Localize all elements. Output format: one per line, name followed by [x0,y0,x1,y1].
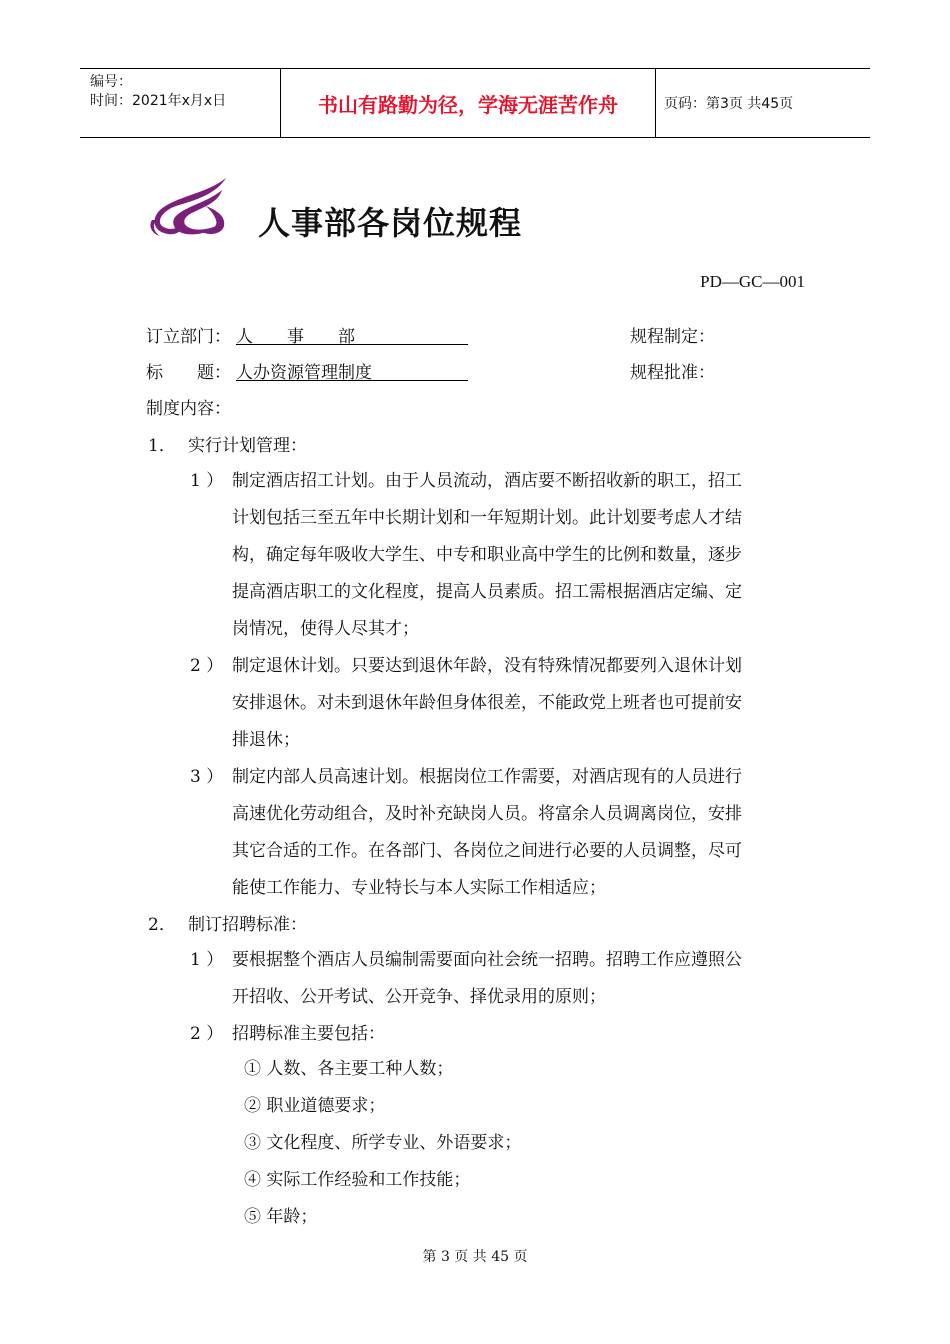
time-label: 时间：2021年x月x日 [90,93,227,109]
s1-item3-number: 3 ） [190,767,224,787]
s1-item3-line: 其它合适的工作。在各部门、各岗位之间进行必要的人员调整，尽可 [232,841,742,861]
s1-item1-line: 计划包括三至五年中长期计划和一年短期计划。此计划要考虑人才结 [232,508,742,528]
page-footer: 第 3 页 共 45 页 [422,1249,528,1265]
s1-item1-line: 提高酒店职工的文化程度，提高人员素质。招工需根据酒店定编、定 [232,582,742,602]
s2-item1-line: 要根据整个酒店人员编制需要面向社会统一招聘。招聘工作应遵照公 [232,950,742,970]
number-label: 编号： [90,74,132,90]
s2-item1-line: 开招收、公开考试、公开竞争、择优录用的原则； [232,987,606,1007]
made-label: 规程制定： [630,327,715,347]
section-2-title: 制订招聘标准： [188,915,307,935]
page-header [80,68,870,138]
s1-item2-number: 2 ） [190,656,224,676]
s2-item2-title: 招聘标准主要包括： [232,1024,385,1044]
s2-item1-number: 1 ） [190,950,224,970]
s1-item2-line: 排退休； [232,730,300,750]
s1-item3-line: 高速优化劳动组合，及时补充缺岗人员。将富余人员调离岗位，安排 [232,804,742,824]
s2-subitem: ② 职业道德要求； [244,1096,386,1116]
subject-value: 人办资源管理制度 [236,363,372,383]
s2-subitem: ① 人数、各主要工种人数； [244,1059,454,1079]
s1-item1-line: 制定酒店招工计划。由于人员流动，酒店要不断招收新的职工，招工 [232,471,742,491]
dept-underline [236,322,468,345]
document-code: PD—GC—001 [700,272,805,291]
subject-underline [236,358,468,381]
s2-subitem: ④ 实际工作经验和工作技能； [244,1170,471,1190]
subject-label: 标 题： [146,363,231,383]
section-2-number: 2． [148,915,176,935]
dept-value: 人 事 部 [236,327,355,347]
approved-label: 规程批准： [630,363,715,383]
purple-swirl-logo-icon [146,176,230,238]
section-1-number: 1． [148,436,176,456]
s2-item2-number: 2 ） [190,1024,224,1044]
s1-item3-line: 能使工作能力、专业特长与本人实际工作相适应； [232,878,606,898]
s1-item1-number: 1 ） [190,471,224,491]
s1-item2-line: 制定退休计划。只要达到退休年龄，没有特殊情况都要列入退休计划 [232,656,742,676]
s1-item1-line: 构，确定每年吸收大学生、中专和职业高中学生的比例和数量，逐步 [232,545,742,565]
s1-item1-line: 岗情况，使得人尽其才； [232,619,419,639]
header-left-cell [80,69,280,137]
dept-label: 订立部门： [146,327,231,347]
section-1-title: 实行计划管理： [188,436,307,456]
s1-item3-line: 制定内部人员高速计划。根据岗位工作需要，对酒店现有的人员进行 [232,767,742,787]
page-info: 页码：第3页 共45页 [664,96,794,112]
s1-item2-line: 安排退休。对未到退休年龄但身体很差，不能政党上班者也可提前安 [232,693,742,713]
motto: 书山有路勤为径，学海无涯苦作舟 [280,69,656,137]
s2-subitem: ⑤ 年龄； [244,1207,318,1227]
document-title: 人事部各岗位规程 [258,204,523,242]
s2-subitem: ③ 文化程度、所学专业、外语要求； [244,1133,522,1153]
content-label: 制度内容： [146,399,231,419]
